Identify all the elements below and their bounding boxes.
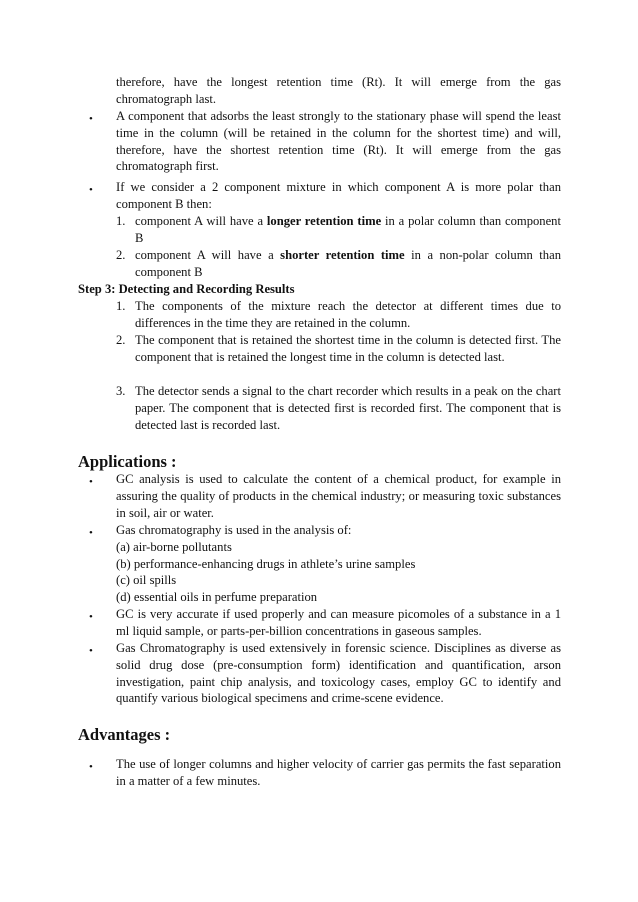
- applications-heading: Applications :: [78, 452, 177, 471]
- applications-bullet-1: GC analysis is used to calculate the content of a chemical product, for example in assuring the quality of products in the chemical industry; or measuring toxic substances in soil, air or water.: [116, 472, 561, 520]
- step3-item-number: 1.: [116, 299, 126, 313]
- bullet-glyph: •: [89, 184, 93, 196]
- bullet-glyph: •: [89, 113, 93, 125]
- step3-item-3: The detector sends a signal to the chart recorder which results in a peak on the chart paper. The component that is detected first is recorded first. The component that is detected last is recorded last.: [135, 384, 561, 432]
- bold-term: shorter retention time: [280, 248, 405, 262]
- sub-item-number: 1.: [116, 214, 126, 228]
- analysis-list-item: (a) air-borne pollutants: [116, 539, 232, 554]
- bullet-glyph: •: [89, 527, 93, 539]
- analysis-list-item: (d) essential oils in perfume preparation: [116, 590, 318, 605]
- step3-item-number: 2.: [116, 333, 126, 347]
- applications-bullet-2: Gas chromatography is used in the analysis of: (a) air-borne pollutants (b) performance-enhancing drugs in athlete’s urine samples (c) oil spills (d) essential oils in perfume preparation: [116, 522, 561, 606]
- step3-item-1: The components of the mixture reach the detector at different times due to differences in the time they are retained in the column.: [135, 299, 561, 330]
- advantages-heading: Advantages :: [78, 725, 171, 744]
- step3-item-2: The component that is retained the shortest time in the column is detected first. The component that is retained the longest time in the column is detected last.: [135, 333, 561, 364]
- step3-heading: Step 3: Detecting and Recording Results: [78, 282, 295, 296]
- bullet-glyph: •: [89, 476, 93, 488]
- analysis-list-item: (b) performance-enhancing drugs in athlete’s urine samples: [116, 556, 416, 571]
- sub-item-number: 2.: [116, 248, 126, 262]
- bullet-glyph: •: [89, 761, 93, 773]
- bullet-glyph: •: [89, 611, 93, 623]
- applications-bullet-4: Gas Chromatography is used extensively in forensic science. Disciplines as diverse as solid drug dose (pre-consumption form) identification and quantification, arson investigation, paint chip analysis, and toxicology cases, employ GC to identify and quantify various biological specimens and crime-scene evidence.: [116, 641, 561, 706]
- sub-item-1: component A will have a longer retention time in a polar column than component B: [135, 214, 561, 245]
- intro-bullet-2: If we consider a 2 component mixture in which component A is more polar than component B then:: [116, 180, 561, 211]
- intro-continuation: therefore, have the longest retention time (Rt). It will emerge from the gas chromatograph last.: [116, 75, 561, 106]
- advantages-bullet-1: The use of longer columns and higher velocity of carrier gas permits the fast separation in a matter of a few minutes.: [116, 757, 561, 788]
- intro-bullet-1: A component that adsorbs the least strongly to the stationary phase will spend the least time in the column (will be retained in the column for the shortest time) and will, therefore, have the shortest retention time (Rt). It will emerge from the gas chromatograph first.: [116, 109, 561, 174]
- step3-item-number: 3.: [116, 384, 126, 398]
- sub-item-2: component A will have a shorter retention time in a non-polar column than component B: [135, 248, 561, 279]
- bullet-glyph: •: [89, 645, 93, 657]
- analysis-list-item: (c) oil spills: [116, 573, 177, 588]
- bold-term: longer retention time: [266, 214, 382, 228]
- applications-bullet-3: GC is very accurate if used properly and can measure picomoles of a substance in a 1 ml liquid sample, or parts-per-billion concentrations in gaseous samples.: [116, 607, 561, 638]
